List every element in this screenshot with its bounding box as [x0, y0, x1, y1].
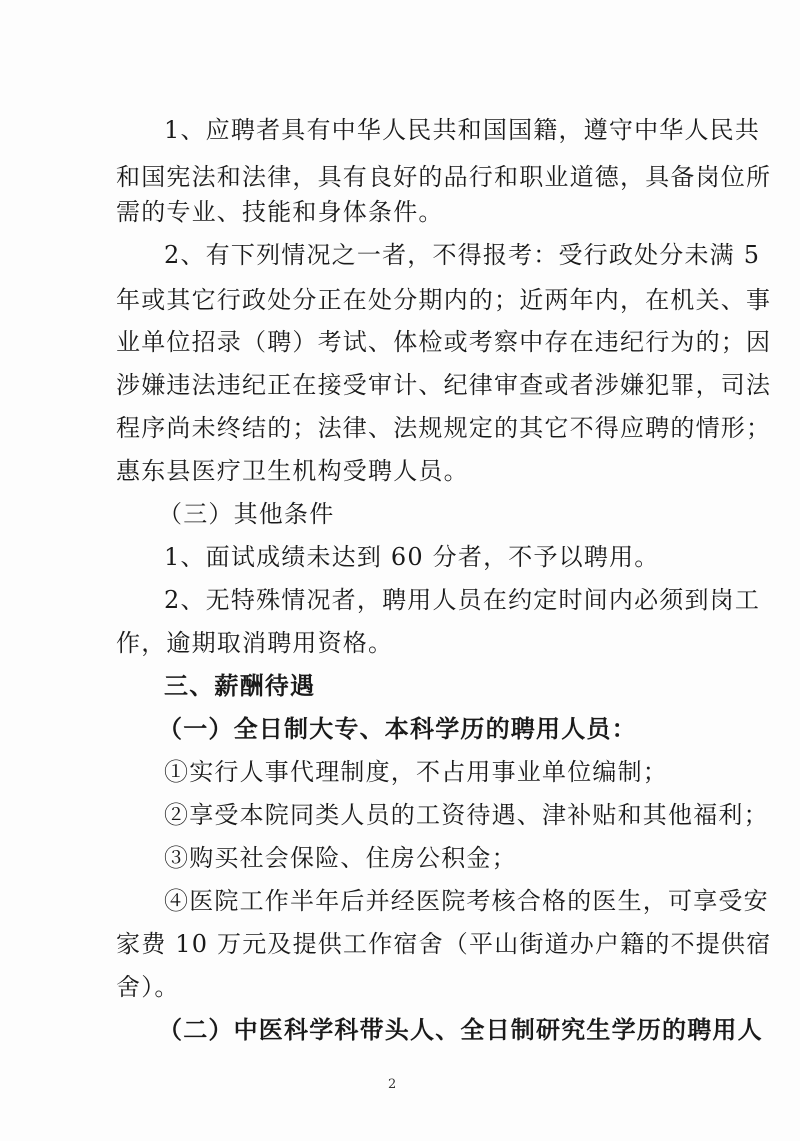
subsection-heading-postgrad: （二）中医科学科带头人、全日制研究生学历的聘用人 [158, 1015, 763, 1044]
paragraph-line: 需的专业、技能和身体条件。 [116, 198, 444, 226]
paragraph-line: 年或其它行政处分正在处分期内的；近两年内，在机关、事 [116, 286, 772, 314]
paragraph-line: 2、无特殊情况者，聘用人员在约定时间内必须到岗工 [164, 586, 761, 614]
paragraph-line: 程序尚未终结的；法律、法规规定的其它不得应聘的情形； [116, 414, 772, 442]
page-number: 2 [388, 1077, 397, 1092]
paragraph-line: 1、面试成绩未达到 60 分者，不予以聘用。 [164, 543, 660, 571]
list-item: ④医院工作半年后并经医院考核合格的医生，可享受安 [164, 887, 769, 915]
list-item: ③购买社会保险、住房公积金； [164, 844, 517, 872]
paragraph-line: 舍）。 [116, 973, 180, 1001]
list-item: ②享受本院同类人员的工资待遇、津补贴和其他福利； [164, 801, 769, 829]
list-item: ①实行人事代理制度，不占用事业单位编制； [164, 758, 668, 786]
paragraph-line: 业单位招录（聘）考试、体检或考察中存在违纪行为的；因 [116, 328, 772, 356]
paragraph-line: 2、有下列情况之一者，不得报考：受行政处分未满 5 [164, 241, 761, 269]
section-heading-other-conditions: （三）其他条件 [158, 500, 335, 528]
paragraph-line: 和国宪法和法律，具有良好的品行和职业道德，具备岗位所 [116, 163, 772, 191]
paragraph-line: 1、应聘者具有中华人民共和国国籍，遵守中华人民共 [164, 116, 761, 144]
paragraph-line: 作，逾期取消聘用资格。 [116, 629, 394, 657]
paragraph-line: 家费 10 万元及提供工作宿舍（平山街道办户籍的不提供宿 [116, 930, 772, 958]
paragraph-line: 涉嫌违法违纪正在接受审计、纪律审查或者涉嫌犯罪，司法 [116, 371, 772, 399]
paragraph-line: 惠东县医疗卫生机构受聘人员。 [116, 457, 469, 485]
section-heading-salary: 三、薪酬待遇 [164, 671, 316, 700]
subsection-heading-undergrad: （一）全日制大专、本科学历的聘用人员： [158, 714, 637, 743]
